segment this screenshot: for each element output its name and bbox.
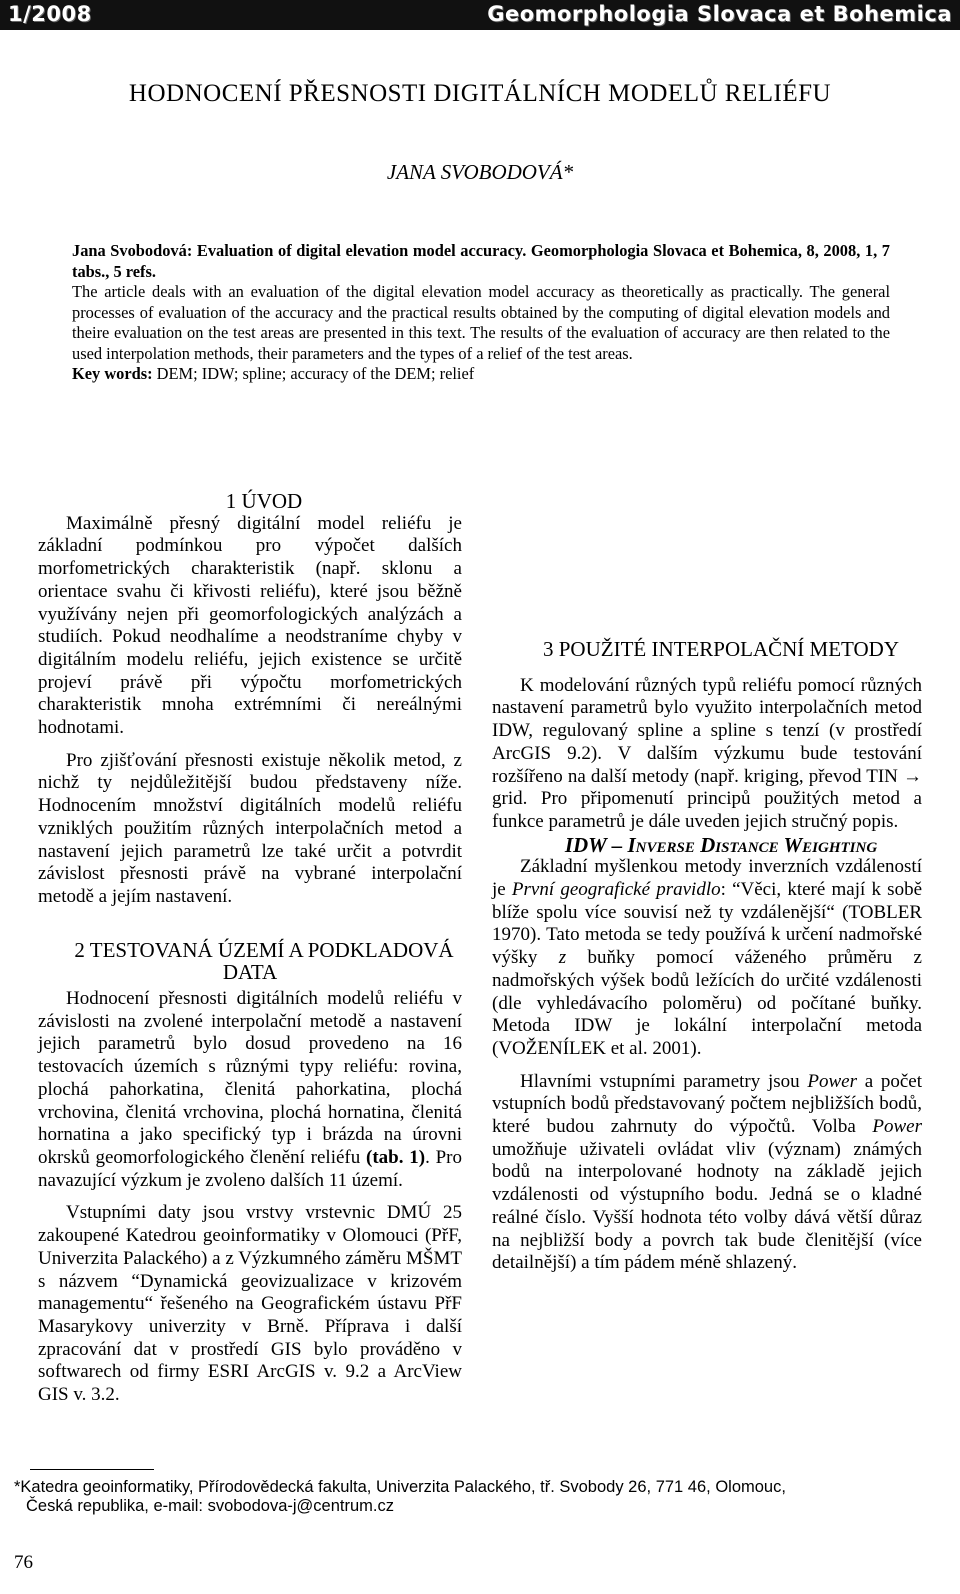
idw-heading-full: Inverse Distance Weighting [627,832,878,857]
section2-p1-tail: . Pro navazující výzkum je zvoleno dalších 11 území. [38,1146,462,1191]
author-affiliation-footnote [14,1478,954,1516]
idw-p1-z: z [558,947,567,969]
section1-heading: 1 ÚVOD [225,489,303,513]
idw-paragraph-2 [492,1071,922,1275]
issue-label: 1/2008 [8,2,92,26]
idw-p1-c: buňky pomocí váženého průměru z nadmořských výšek bodů ležících do určité vzdálenosti (dle vyhledávacího poloměru) od počítané buňky. Metoda IDW je lokální interpolační metoda (VOŽENÍLEK et al. 2001). [492,947,922,1059]
article-title: HODNOCENÍ PŘESNOSTI DIGITÁLNÍCH MODELŮ RELIÉFU [128,80,832,107]
table-reference: (tab. 1) [366,1146,426,1168]
right-column [492,490,922,1275]
abstract-citation [72,241,890,282]
idw-p1-emphasis: První geografické pravidlo [511,879,721,901]
abstract-block [72,241,890,385]
page-number: 76 [14,1552,33,1573]
idw-p2-b: a počet vstupních bodů představovaný počtem nejbližších bodů, které budou zahrnuty do výpočtů. Volba [492,1070,922,1138]
idw-p2-power-1: Power [807,1070,857,1092]
idw-p2-c: umožňuje uživateli ovládat vliv (význam) známých bodů na interpolované hodnoty na základě jejich vzdálenosti od výstupního bodu. Jedná se o kladné reálné číslo. Vyšší hodnota této volby dává větší důraz na nejbližší body a povrch tak bude členitější (více detailnější) a tím pádem méně shlazený. [492,1138,922,1274]
journal-name: Geomorphologia Slovaca et Bohemica [487,2,952,26]
keywords-list: DEM; IDW; spline; accuracy of the DEM; relief [152,364,475,383]
footnote-divider [30,1469,154,1470]
section3-heading: 3 POUŽITÉ INTERPOLAČNÍ METODY [542,637,899,661]
section2-paragraph-2: Vstupními daty jsou vrstvy vrstevnic DMÚ 25 zakoupené Katedrou geoinformatiky v Olomouci (PřF, Univerzita Palackého) a z Výzkumného záměru MŠMT s názvem “Dynamická geovizualizace v krizovém managementu“ řešeného na Geografickém ústavu PřF Masarykovy univerzity v Brně. Příprava i další zpracování dat v prostředí GIS bylo prováděno v softwarech od firmy ESRI ArcGIS v. 9.2 a ArcView GIS v. 3.2. [38,1202,462,1406]
citation-text: Jana Svobodová: Evaluation of digital elevation model accuracy. Geomorphologia Slovaca et Bohemica, 8, 2008, 1, 7 tabs., 5 refs. [72,241,890,281]
section3-paragraph-1: K modelování různých typů reliéfu pomocí různých nastavení parametrů bylo využito interpolačních metod IDW, regulovaný spline a spline s tenzí (v prostředí ArcGIS 9.2). V dalším výzkumu bude testování rozšířeno na další metody (např. kriging, převod TIN → grid. Pro připomenutí principů použitých metod a funkce parametrů je dále uveden jejich stručný popis. [492,674,922,832]
left-column [38,490,462,1407]
idw-p1-a: Základní myšlenkou metody inverzních vzdáleností je [492,856,922,901]
section2-heading: 2 TESTOVANÁ ÚZEMÍ A PODKLADOVÁ DATA [74,937,454,985]
section2-paragraph-1 [38,988,462,1192]
footnote-line-2: Česká republika, e-mail: svobodova-j@centrum.cz [26,1497,394,1515]
idw-heading-abbr: IDW – [564,832,628,857]
journal-header-bar [0,0,960,30]
section2-p1-text: Hodnocení přesnosti digitálních modelů reliéfu v závislosti na zvolené interpolační metodě a nastavení jejich parametrů bylo dosud provedeno na 16 testovacích územích s různými typy reliéfu: rovina, plochá pahorkatina, členitá pahorkatina, plochá vrchovina, členitá vrchovina, plochá hornatina, členitá hornatina a jako specifický typ i brázda na úrovni okrsků geomorfologického členění reliéfu [38,988,462,1168]
article-author: JANA SVOBODOVÁ* [386,160,574,184]
idw-p2-power-2: Power [872,1116,922,1138]
idw-heading [492,834,922,857]
section1-paragraph-2: Pro zjišťování přesnosti existuje několik metod, z nichž ty nejdůležitější budou představeny níže. Hodnocením množství digitálních modelů reliéfu vzniklých použitím různých interpolačních metod a nastavení jejich parametrů lze také určit a potvrdit závislost přesnosti právě na vybrané interpolační metodě a jejím nastavení. [38,749,462,907]
idw-paragraph-1 [492,856,922,1060]
keywords-label: Key words: [72,364,153,383]
footnote-line-1: *Katedra geoinformatiky, Přírodovědecká fakulta, Univerzita Palackého, tř. Svobody 26, 771 46, Olomouc, [14,1478,786,1496]
section1-paragraph-1: Maximálně přesný digitální model reliéfu je základní podmínkou pro výpočet dalších morfometrických charakteristik (např. sklonu a orientace svahu či křivosti reliéfu), které jsou běžně využívány nejen při geomorfologických analýzách a studiích. Pokud neodhalíme a neodstraníme chyby v digitálním modelu reliéfu, jejich existence se určitě projeví právě při výpočtu morfometrických charakteristik mnoha extrémními či nereálnými hodnotami. [38,512,462,739]
idw-p1-b: : “Věci, které mají k sobě blíže spolu více souvisí než ty vzdálenější“ (TOBLER 1970). Tato metoda se tedy používá k určení nadmořské výšky [492,879,923,969]
idw-p2-a: Hlavními vstupními parametry jsou [520,1070,808,1092]
abstract-text: The article deals with an evaluation of the digital elevation model accuracy as theoretically as practically. The general processes of evaluation of the accuracy and the practical results obtained by the computing of digital elevation models and theire evaluation on the test areas are presented in this text. The results of the evaluation of accuracy are then related to the used interpolation methods, their parameters and the types of a relief of the test areas. [72,282,890,363]
keywords [72,364,890,385]
